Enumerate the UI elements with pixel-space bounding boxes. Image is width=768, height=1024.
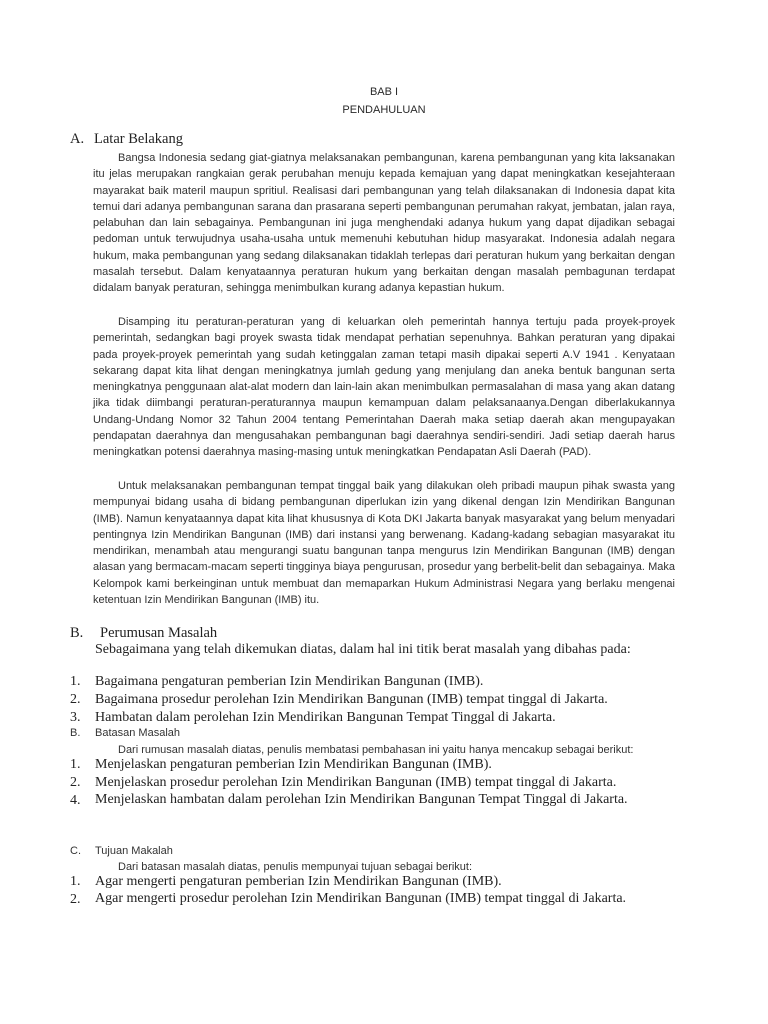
scope-intro: Dari rumusan masalah diatas, penulis membatasi pembahasan ini yaitu hanya mencakup sebagai berikut: xyxy=(118,744,634,756)
list-number: 3. xyxy=(70,710,81,725)
section-b-intro: Sebagaimana yang telah dikemukan diatas, dalam hal ini titik berat masalah yang dibahas pada: xyxy=(95,642,631,657)
scope-title: Batasan Masalah xyxy=(95,727,180,739)
background-paragraph-3: Untuk melaksanakan pembangunan tempat tinggal baik yang dilakukan oleh pribadi maupun pihak swasta yang mempunyai bidang usaha di bidang pembangunan diperlukan izin yang dikenal dengan Izin Mendirikan Bangunan (IMB). Namun kenyataannya dapat kita lihat khususnya di Kota DKI Jakarta banyak masyarakat yang belum menyadari pentingnya Izin Mendirikan Bangunan (IMB) dari instansi yang berwenang. Kadang-kadang sebagian masyarakat itu mendirikan, menambah atau mengurangi suatu bangunan tanpa mengurus Izin Mendirikan Bangunan (IMB) dengan alasan yang bermacam-macam seperti tingginya biaya pengurusan, prosedur yang berbelit-belit dan sebagainya. Maka Kelompok kami berkeinginan untuk membuat dan memaparkan Hukum Administrasi Negara yang berlaku mengenai ketentuan Izin Mendirikan Bangunan (IMB) itu. xyxy=(93,480,675,607)
list-text: Menjelaskan prosedur perolehan Izin Mendirikan Bangunan (IMB) tempat tinggal di Jakarta. xyxy=(95,775,617,790)
list-item xyxy=(70,774,676,792)
objective-title: Tujuan Makalah xyxy=(95,845,173,857)
list-item xyxy=(70,873,676,891)
list-number: 2. xyxy=(70,775,81,790)
list-text: Menjelaskan pengaturan pemberian Izin Mendirikan Bangunan (IMB). xyxy=(95,757,492,772)
chapter-label: BAB I xyxy=(369,86,399,98)
list-text: Agar mengerti prosedur perolehan Izin Mendirikan Bangunan (IMB) tempat tinggal di Jakarta. xyxy=(95,891,627,906)
objective-heading xyxy=(70,845,173,857)
objective-intro: Dari batasan masalah diatas, penulis mempunyai tujuan sebagai berikut: xyxy=(118,861,473,873)
chapter-title: PENDAHULUAN xyxy=(342,104,426,116)
list-text: Bagaimana pengaturan pemberian Izin Mendirikan Bangunan (IMB). xyxy=(95,674,484,689)
list-number: 1. xyxy=(70,757,81,772)
objective-list xyxy=(70,873,676,907)
background-paragraph-1: Bangsa Indonesia sedang giat-giatnya melaksanakan pembangunan, karena pembangunan yang kita laksanakan itu jelas merupakan rangkaian gerak perubahan menuju kepada kemajuan yang dapat meningkatkan kesejahteraan mayarakat baik materil maupun spritiul. Realisasi dari pembangunan yang telah dilaksanakan di Indonesia dapat kita temui dari adanya pembangunan sarana dan prasarana seperti pembangunan perumahan rakyat, jembatan, jalan raya, pelabuhan dan lain sebagainya. Pembangunan ini juga menghendaki adanya hukum yang dapat dijadikan sebagai pedoman untuk terwujudnya usaha-usaha untuk memenuhi kebutuhan hidup masyarakat. Indonesia adalah negara hukum, maka pembangunan yang sedang dilaksanakan tidaklah terlepas dari peraturan hukum yang berkaitan dengan masalah tersebut. Dalam kenyataannya peraturan hukum yang berkaitan dengan masalah pembagunan terdapat didalam banyak peraturan, sehingga menimbulkan kurang adanya kepastian hukum. xyxy=(93,152,675,295)
list-item xyxy=(70,792,676,808)
list-text: Agar mengerti pengaturan pemberian Izin Mendirikan Bangunan (IMB). xyxy=(95,874,502,889)
section-b-heading xyxy=(70,625,217,642)
objective-letter: C. xyxy=(70,845,81,857)
list-text: Bagaimana prosedur perolehan Izin Mendirikan Bangunan (IMB) tempat tinggal di Jakarta. xyxy=(95,692,608,707)
list-item xyxy=(70,756,676,774)
background-paragraph-2: Disamping itu peraturan-peraturan yang di keluarkan oleh pemerintah hannya tertuju pada proyek-proyek pemerintah, sedangkan bagi proyek swasta tidak mendapat perhatian sepenuhnya. Bahkan peraturan yang dipakai pada proyek-proyek pemerintah yang sudah ketinggalan zaman tetapi masih dipakai seperti A.V 1941 . Kenyataan sekarang dapat kita lihat dengan meningkatnya jumlah gedung yang menjulang dan aneka bentuk bangunan serta meningkatnya penggunaan alat-alat modern dan lain-lain akan menimbulkan permasalahan di masa yang akan datang jika tidak diimbangi peraturan-peraturannya maupun kemampuan dalam pelaksanaanya.Dengan diberlakukannya Undang-Undang Nomor 32 Tahun 2004 tentang Pemerintahan Daerah maka setiap daerah akan mengupayakan pendapatan daerahnya dan mengusahakan pembangunan bagi daerahnya sendiri-sendiri. Jadi setiap daerah harus meningkatkan potensi daerahnya masing-masing untuk meningkatkan Pendapatan Asli Daerah (PAD). xyxy=(93,316,675,459)
section-b-title: Perumusan Masalah xyxy=(100,625,218,641)
scope-heading xyxy=(70,727,180,739)
list-text: Hambatan dalam perolehan Izin Mendirikan Bangunan Tempat Tinggal di Jakarta. xyxy=(95,710,556,725)
section-a-title: Latar Belakang xyxy=(94,131,183,147)
scope-letter: B. xyxy=(70,727,81,739)
list-number: 2. xyxy=(70,892,81,907)
list-number: 2. xyxy=(70,692,81,707)
scope-list xyxy=(70,756,676,808)
problem-list xyxy=(70,673,676,727)
list-number: 1. xyxy=(70,674,81,689)
list-number: 4. xyxy=(70,793,81,808)
list-number: 1. xyxy=(70,874,81,889)
section-a-letter: A. xyxy=(70,131,85,147)
list-item xyxy=(70,673,676,691)
list-item xyxy=(70,891,676,907)
list-item xyxy=(70,709,676,727)
list-text: Menjelaskan hambatan dalam perolehan Izin Mendirikan Bangunan Tempat Tinggal di Jakarta. xyxy=(95,792,628,807)
section-a-heading xyxy=(70,131,183,148)
list-item xyxy=(70,691,676,709)
section-b-letter: B. xyxy=(70,625,84,641)
